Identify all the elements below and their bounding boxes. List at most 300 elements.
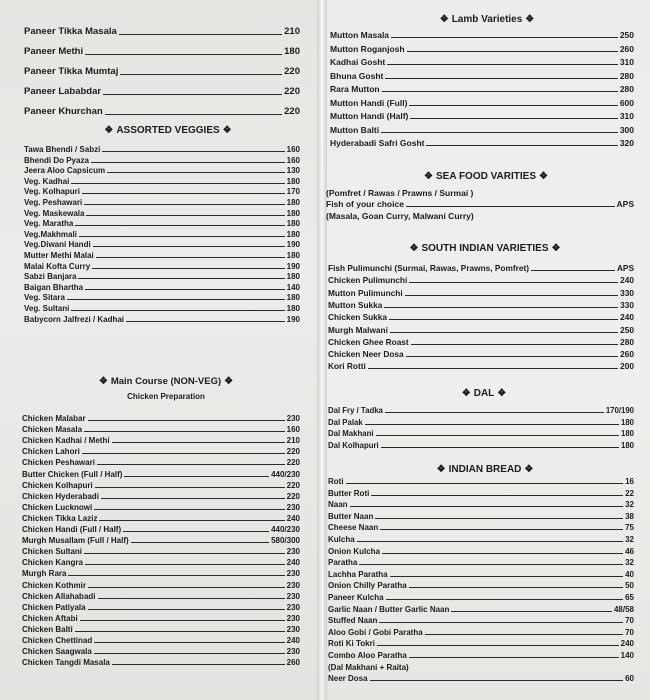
leader-line bbox=[82, 193, 285, 194]
dish-price: 180 bbox=[286, 198, 300, 207]
bread-item bbox=[328, 489, 634, 498]
dish-price: 16 bbox=[625, 477, 634, 486]
leader-line bbox=[91, 162, 285, 163]
dish-name: Jeera Aloo Capsicum bbox=[24, 166, 106, 176]
veggie-item bbox=[24, 240, 300, 249]
dish-name: Murgh Malwani bbox=[328, 324, 388, 335]
chicken-item bbox=[22, 603, 300, 612]
leader-line bbox=[451, 611, 612, 612]
section-title: DAL bbox=[473, 388, 495, 399]
dish-name: Chicken Peshawari bbox=[22, 458, 95, 468]
dish-price: 240 bbox=[286, 513, 300, 523]
dish-name: Chicken Handi (Full / Half) bbox=[22, 525, 122, 534]
diamond-icon: ❖ bbox=[551, 243, 561, 254]
dish-name: Mutton Roganjosh bbox=[330, 43, 405, 54]
chicken-item bbox=[22, 503, 300, 512]
dish-name: Chicken Aftabi bbox=[22, 613, 78, 623]
lamb-item bbox=[330, 125, 634, 135]
chicken-item bbox=[22, 436, 300, 445]
bread-item bbox=[328, 663, 634, 672]
dish-name: Paneer Lababdar bbox=[24, 86, 102, 97]
leader-line bbox=[75, 225, 284, 226]
south-indian-item bbox=[328, 337, 634, 347]
diamond-icon: ❖ bbox=[539, 171, 548, 182]
dish-price: 220 bbox=[284, 66, 300, 77]
book-spine bbox=[317, 0, 327, 700]
paneer-item bbox=[24, 66, 300, 77]
dish-name: Chicken Lucknowi bbox=[22, 502, 93, 512]
dish-price: 230 bbox=[286, 580, 300, 590]
diamond-icon: ❖ bbox=[436, 464, 446, 475]
leader-line bbox=[380, 529, 623, 530]
dish-name: Chicken Malabar bbox=[22, 414, 86, 423]
dish-name: Chicken Kolhapuri bbox=[22, 480, 93, 490]
dish-name: Onion Chilly Paratha bbox=[328, 581, 407, 591]
leader-line bbox=[389, 319, 618, 320]
leader-line bbox=[68, 575, 284, 576]
dish-name: Dal Makhani bbox=[328, 429, 374, 439]
leader-line bbox=[425, 634, 623, 635]
dish-price: 600 bbox=[619, 97, 634, 108]
dish-price: 48/58 bbox=[613, 604, 634, 614]
dish-name: Chicken Sukka bbox=[328, 312, 388, 323]
section-title: SOUTH INDIAN VARIETIES bbox=[421, 243, 549, 254]
dish-price: 160 bbox=[286, 425, 300, 435]
dish-name: Chicken Kothmir bbox=[22, 580, 87, 590]
main-course-nonveg-heading bbox=[16, 376, 316, 387]
lamb-item bbox=[330, 44, 634, 54]
dish-price: 40 bbox=[625, 569, 634, 579]
dal-heading bbox=[334, 388, 634, 399]
dish-price: APS bbox=[616, 263, 634, 273]
leader-line bbox=[101, 498, 285, 499]
leader-line bbox=[123, 531, 269, 532]
chicken-item bbox=[22, 470, 300, 479]
south-indian-item bbox=[328, 325, 634, 335]
leader-line bbox=[382, 553, 623, 554]
leader-line bbox=[357, 541, 623, 542]
dish-price: 300 bbox=[619, 124, 634, 135]
dish-price: 230 bbox=[286, 569, 300, 579]
bread-item bbox=[328, 547, 634, 556]
dish-price: 180 bbox=[620, 417, 634, 427]
leader-line bbox=[112, 664, 285, 665]
south-indian-item bbox=[328, 312, 634, 322]
diamond-icon: ❖ bbox=[439, 14, 449, 25]
paneer-item bbox=[24, 106, 300, 117]
dish-price: 70 bbox=[625, 627, 634, 637]
veggie-item bbox=[24, 209, 300, 218]
leader-line bbox=[371, 495, 623, 496]
veggie-item bbox=[24, 219, 300, 228]
chicken-item bbox=[22, 447, 300, 456]
veggie-item bbox=[24, 304, 300, 313]
veggie-item bbox=[24, 262, 300, 271]
dish-price: 230 bbox=[286, 624, 300, 634]
bread-item bbox=[328, 477, 634, 486]
leader-line bbox=[97, 464, 285, 465]
dish-name: Veg.Diwani Handi bbox=[24, 240, 91, 250]
dish-price: 250 bbox=[620, 324, 634, 335]
paneer-item bbox=[24, 86, 300, 97]
dish-price: 190 bbox=[286, 314, 300, 324]
veggie-item bbox=[24, 272, 300, 281]
dish-price: 60 bbox=[625, 674, 634, 684]
leader-line bbox=[71, 183, 284, 184]
chicken-item bbox=[22, 569, 300, 578]
chicken-item bbox=[22, 658, 300, 667]
dish-price: 38 bbox=[625, 511, 634, 521]
dish-price: 180 bbox=[286, 304, 300, 313]
chicken-item bbox=[22, 425, 300, 434]
dish-name: Kadhai Gosht bbox=[330, 57, 386, 67]
veggie-item bbox=[24, 145, 300, 154]
leader-line bbox=[381, 447, 619, 448]
bread-item bbox=[328, 674, 634, 683]
leader-line bbox=[390, 576, 624, 577]
veggie-item bbox=[24, 293, 300, 302]
leader-line bbox=[86, 215, 284, 216]
bread-item bbox=[328, 500, 634, 509]
assorted-veggies-heading bbox=[18, 125, 318, 136]
diamond-icon: ❖ bbox=[98, 376, 108, 387]
dish-price: 180 bbox=[284, 46, 300, 57]
dish-name: Chicken Hyderabadi bbox=[22, 491, 99, 501]
dish-name: Paneer Kulcha bbox=[328, 593, 384, 602]
dish-name: Mutton Masala bbox=[330, 30, 390, 40]
leader-line bbox=[88, 609, 285, 610]
leader-line bbox=[531, 270, 615, 271]
chicken-item bbox=[22, 581, 300, 590]
dish-price: 75 bbox=[625, 523, 634, 533]
dish-name: Rara Mutton bbox=[330, 84, 380, 94]
dish-price: 70 bbox=[625, 616, 634, 626]
leader-line bbox=[103, 94, 282, 95]
diamond-icon: ❖ bbox=[461, 388, 471, 399]
leader-line bbox=[365, 424, 619, 425]
dish-name: Veg. Sitara bbox=[24, 293, 65, 303]
dish-price: 180 bbox=[286, 208, 300, 218]
veggie-item bbox=[24, 166, 300, 175]
chicken-item bbox=[22, 625, 300, 634]
dish-price: APS bbox=[616, 199, 634, 209]
south-indian-item bbox=[328, 275, 634, 285]
leader-line bbox=[359, 564, 623, 565]
seafood-heading bbox=[336, 171, 636, 182]
diamond-icon: ❖ bbox=[224, 376, 234, 387]
chicken-preparation-subheading: Chicken Preparation bbox=[127, 392, 205, 401]
bread-item bbox=[328, 628, 634, 637]
dish-price: 160 bbox=[286, 145, 300, 154]
leader-line bbox=[78, 278, 284, 279]
dish-name: Dal Kolhapuri bbox=[328, 441, 379, 451]
leader-line bbox=[71, 310, 284, 311]
chicken-item bbox=[22, 547, 300, 556]
dish-price: 220 bbox=[284, 86, 300, 97]
dish-name: Chicken Tangdi Masala bbox=[22, 658, 110, 668]
leader-line bbox=[84, 431, 285, 432]
dish-price: 160 bbox=[286, 155, 300, 165]
veggie-item bbox=[24, 177, 300, 186]
leader-line bbox=[385, 412, 604, 413]
dish-price: 180 bbox=[286, 251, 300, 260]
diamond-icon: ❖ bbox=[409, 243, 419, 254]
dish-price: 320 bbox=[619, 138, 634, 148]
dish-price: 22 bbox=[625, 488, 634, 498]
leader-line bbox=[382, 91, 618, 92]
leader-line bbox=[390, 332, 618, 333]
bread-item bbox=[328, 651, 634, 660]
dish-name: Veg. Sultani bbox=[24, 304, 70, 313]
veggie-item bbox=[24, 198, 300, 207]
dish-price: 210 bbox=[284, 26, 300, 37]
bread-item bbox=[328, 639, 634, 648]
dish-price: 230 bbox=[286, 591, 300, 601]
section-title: Lamb Varieties bbox=[451, 14, 523, 25]
chicken-item bbox=[22, 636, 300, 645]
dish-price: 220 bbox=[286, 480, 300, 490]
section-title: SEA FOOD VARITIES bbox=[435, 171, 536, 182]
dish-price: 230 bbox=[286, 602, 300, 612]
dish-price: 230 bbox=[286, 647, 300, 657]
leader-line bbox=[409, 587, 623, 588]
dish-name: Combo Aloo Paratha bbox=[328, 651, 407, 660]
dish-name: Chicken Pulimunchi bbox=[328, 275, 408, 286]
dish-name: Stuffed Naan bbox=[328, 616, 378, 626]
dish-name: Chicken Lahori bbox=[22, 447, 80, 457]
dish-name: Kori Rotti bbox=[328, 361, 366, 372]
chicken-item bbox=[22, 647, 300, 656]
dish-name: Veg. Maratha bbox=[24, 219, 74, 229]
dish-name: Paneer Methi bbox=[24, 46, 84, 57]
leader-line bbox=[131, 542, 269, 543]
lamb-item bbox=[330, 71, 634, 81]
leader-line bbox=[384, 307, 618, 308]
dish-price: 190 bbox=[286, 240, 300, 250]
dish-name: Dal Fry / Tadka bbox=[328, 406, 383, 415]
south-indian-heading bbox=[335, 243, 635, 254]
leader-line bbox=[426, 145, 617, 146]
bread-item bbox=[328, 512, 634, 521]
dish-name: Mutton Pulimunchi bbox=[328, 287, 403, 298]
south-indian-item bbox=[328, 361, 634, 371]
dish-name: Chicken Tikka Laziz bbox=[22, 513, 98, 523]
dish-price: 220 bbox=[286, 447, 300, 457]
dish-price: 280 bbox=[619, 70, 634, 81]
leader-line bbox=[410, 118, 617, 119]
dish-price: 440/230 bbox=[271, 525, 300, 534]
dish-price: 240 bbox=[286, 558, 300, 568]
dish-name: Chicken Sultani bbox=[22, 547, 83, 557]
dish-name: Veg. Peshawari bbox=[24, 198, 83, 207]
chicken-item bbox=[22, 414, 300, 423]
dish-name: Veg.Makhmali bbox=[24, 229, 77, 239]
bread-item bbox=[328, 523, 634, 532]
dish-price: 46 bbox=[625, 546, 634, 556]
dish-price: 310 bbox=[619, 111, 634, 121]
leader-line bbox=[386, 599, 624, 600]
seafood-item bbox=[326, 199, 634, 209]
bread-item bbox=[328, 570, 634, 579]
dish-name: Chicken Kangra bbox=[22, 558, 83, 568]
leader-line bbox=[102, 151, 284, 152]
leader-line bbox=[381, 132, 618, 133]
leader-line bbox=[80, 620, 285, 621]
seafood-note-styles: (Masala, Goan Curry, Malwani Curry) bbox=[326, 211, 474, 221]
dish-name: Roti bbox=[328, 477, 344, 486]
dish-name: Chicken Chettinad bbox=[22, 636, 93, 645]
leader-line bbox=[411, 344, 618, 345]
leader-line bbox=[99, 520, 284, 521]
dish-name: Chicken Neer Dosa bbox=[328, 349, 404, 360]
bread-item bbox=[328, 593, 634, 602]
dish-name: Kulcha bbox=[328, 535, 355, 544]
dish-price: 260 bbox=[619, 43, 634, 54]
section-title: Main Course (NON-VEG) bbox=[110, 376, 222, 387]
dish-name: Neer Dosa bbox=[328, 674, 368, 684]
dish-price: 240 bbox=[620, 275, 634, 286]
leader-line bbox=[379, 622, 623, 623]
dish-price: 440/230 bbox=[271, 469, 300, 479]
dish-name: Mutton Handi (Half) bbox=[330, 111, 409, 121]
leader-line bbox=[346, 483, 624, 484]
veggie-item bbox=[24, 315, 300, 324]
dish-price: 310 bbox=[619, 57, 634, 67]
south-indian-item bbox=[328, 300, 634, 310]
dish-price: 230 bbox=[286, 414, 300, 423]
leader-line bbox=[94, 642, 284, 643]
leader-line bbox=[85, 564, 285, 565]
leader-line bbox=[377, 645, 619, 646]
leader-line bbox=[385, 78, 617, 79]
leader-line bbox=[405, 295, 618, 296]
veggie-item bbox=[24, 251, 300, 260]
diamond-icon: ❖ bbox=[525, 14, 535, 25]
dish-name: Chicken Balti bbox=[22, 624, 73, 634]
lamb-item bbox=[330, 30, 634, 40]
bread-item bbox=[328, 605, 634, 614]
dish-name: Bhuna Gosht bbox=[330, 70, 384, 81]
chicken-item bbox=[22, 536, 300, 545]
dish-name: Chicken Patiyala bbox=[22, 602, 86, 612]
chicken-item bbox=[22, 592, 300, 601]
dish-name: Sabzi Banjara bbox=[24, 272, 77, 282]
diamond-icon: ❖ bbox=[497, 388, 507, 399]
chicken-item bbox=[22, 525, 300, 534]
diamond-icon: ❖ bbox=[222, 125, 232, 136]
dish-price: 180 bbox=[286, 293, 300, 303]
leader-line bbox=[407, 51, 618, 52]
paneer-item bbox=[24, 26, 300, 37]
dish-name: Paratha bbox=[328, 558, 358, 568]
lamb-item bbox=[330, 138, 634, 148]
leader-line bbox=[370, 680, 624, 681]
leader-line bbox=[107, 172, 285, 173]
dish-price: 280 bbox=[619, 84, 634, 94]
dish-price: 580/300 bbox=[271, 536, 300, 546]
dish-name: Fish Pulimunchi (Surmai, Rawas, Prawns, Pomfret) bbox=[328, 263, 530, 273]
dish-name: Chicken Kadhai / Methi bbox=[22, 436, 110, 446]
dish-price: 140 bbox=[620, 651, 634, 660]
dish-price: 210 bbox=[286, 436, 300, 446]
leader-line bbox=[376, 435, 619, 436]
lamb-item bbox=[330, 57, 634, 67]
diamond-icon: ❖ bbox=[424, 171, 433, 182]
leader-line bbox=[93, 246, 285, 247]
dish-name: Dal Palak bbox=[328, 417, 363, 427]
dish-name: Chicken Allahabadi bbox=[22, 591, 96, 601]
dish-name: Malai Kofta Curry bbox=[24, 261, 91, 271]
bread-item bbox=[328, 558, 634, 567]
leader-line bbox=[95, 487, 285, 488]
dish-name: Onion Kulcha bbox=[328, 546, 380, 556]
dish-price: 65 bbox=[625, 593, 634, 602]
section-title: INDIAN BREAD bbox=[448, 464, 522, 475]
indian-bread-heading bbox=[335, 464, 635, 475]
dish-price: 230 bbox=[286, 547, 300, 557]
leader-line bbox=[120, 74, 282, 75]
dish-price: 180 bbox=[620, 441, 634, 451]
dal-item bbox=[328, 441, 634, 450]
dish-name: Bhendi Do Pyaza bbox=[24, 155, 89, 165]
dish-name: Naan bbox=[328, 500, 348, 510]
leader-line bbox=[119, 34, 282, 35]
dish-price: 220 bbox=[286, 491, 300, 501]
chicken-item bbox=[22, 614, 300, 623]
leader-line bbox=[67, 299, 285, 300]
dish-price: 200 bbox=[620, 361, 634, 372]
dish-price: 280 bbox=[620, 336, 634, 347]
dish-name: Hyderabadi Safri Gosht bbox=[330, 138, 425, 148]
dish-price: 180 bbox=[286, 229, 300, 239]
dish-price: 220 bbox=[286, 458, 300, 468]
dish-name: Veg. Kolhapuri bbox=[24, 187, 81, 197]
dish-name: (Dal Makhani + Raita) bbox=[328, 662, 409, 672]
dish-name: Fish of your choice bbox=[326, 199, 404, 209]
leader-line bbox=[96, 257, 285, 258]
paneer-item bbox=[24, 46, 300, 57]
bread-item bbox=[328, 535, 634, 544]
dish-price: 230 bbox=[286, 613, 300, 623]
lamb-item bbox=[330, 98, 634, 108]
leader-line bbox=[350, 506, 624, 507]
chicken-item bbox=[22, 558, 300, 567]
leader-line bbox=[84, 204, 284, 205]
dish-price: 170/190 bbox=[605, 406, 634, 415]
dish-name: Tawa Bhendi / Sabzi bbox=[24, 145, 101, 154]
leader-line bbox=[75, 631, 285, 632]
dish-price: 180 bbox=[620, 429, 634, 439]
veggie-item bbox=[24, 187, 300, 196]
dish-name: Chicken Masala bbox=[22, 425, 83, 435]
lamb-item bbox=[330, 111, 634, 121]
dish-name: Aloo Gobi / Gobi Paratha bbox=[328, 627, 423, 637]
dish-price: 32 bbox=[625, 558, 634, 568]
dish-name: Babycorn Jalfrezi / Kadhai bbox=[24, 314, 125, 324]
leader-line bbox=[88, 420, 285, 421]
leader-line bbox=[409, 657, 619, 658]
dish-name: Mutton Sukka bbox=[328, 299, 383, 310]
dish-price: 260 bbox=[286, 658, 300, 668]
dish-price: 330 bbox=[620, 299, 634, 310]
dish-name: Garlic Naan / Butter Garlic Naan bbox=[328, 604, 450, 614]
leader-line bbox=[92, 268, 284, 269]
dal-item bbox=[328, 429, 634, 438]
leader-line bbox=[82, 453, 285, 454]
dish-name: Butter Chicken (Full / Half) bbox=[22, 469, 123, 479]
south-indian-item bbox=[328, 349, 634, 359]
bread-item bbox=[328, 581, 634, 590]
